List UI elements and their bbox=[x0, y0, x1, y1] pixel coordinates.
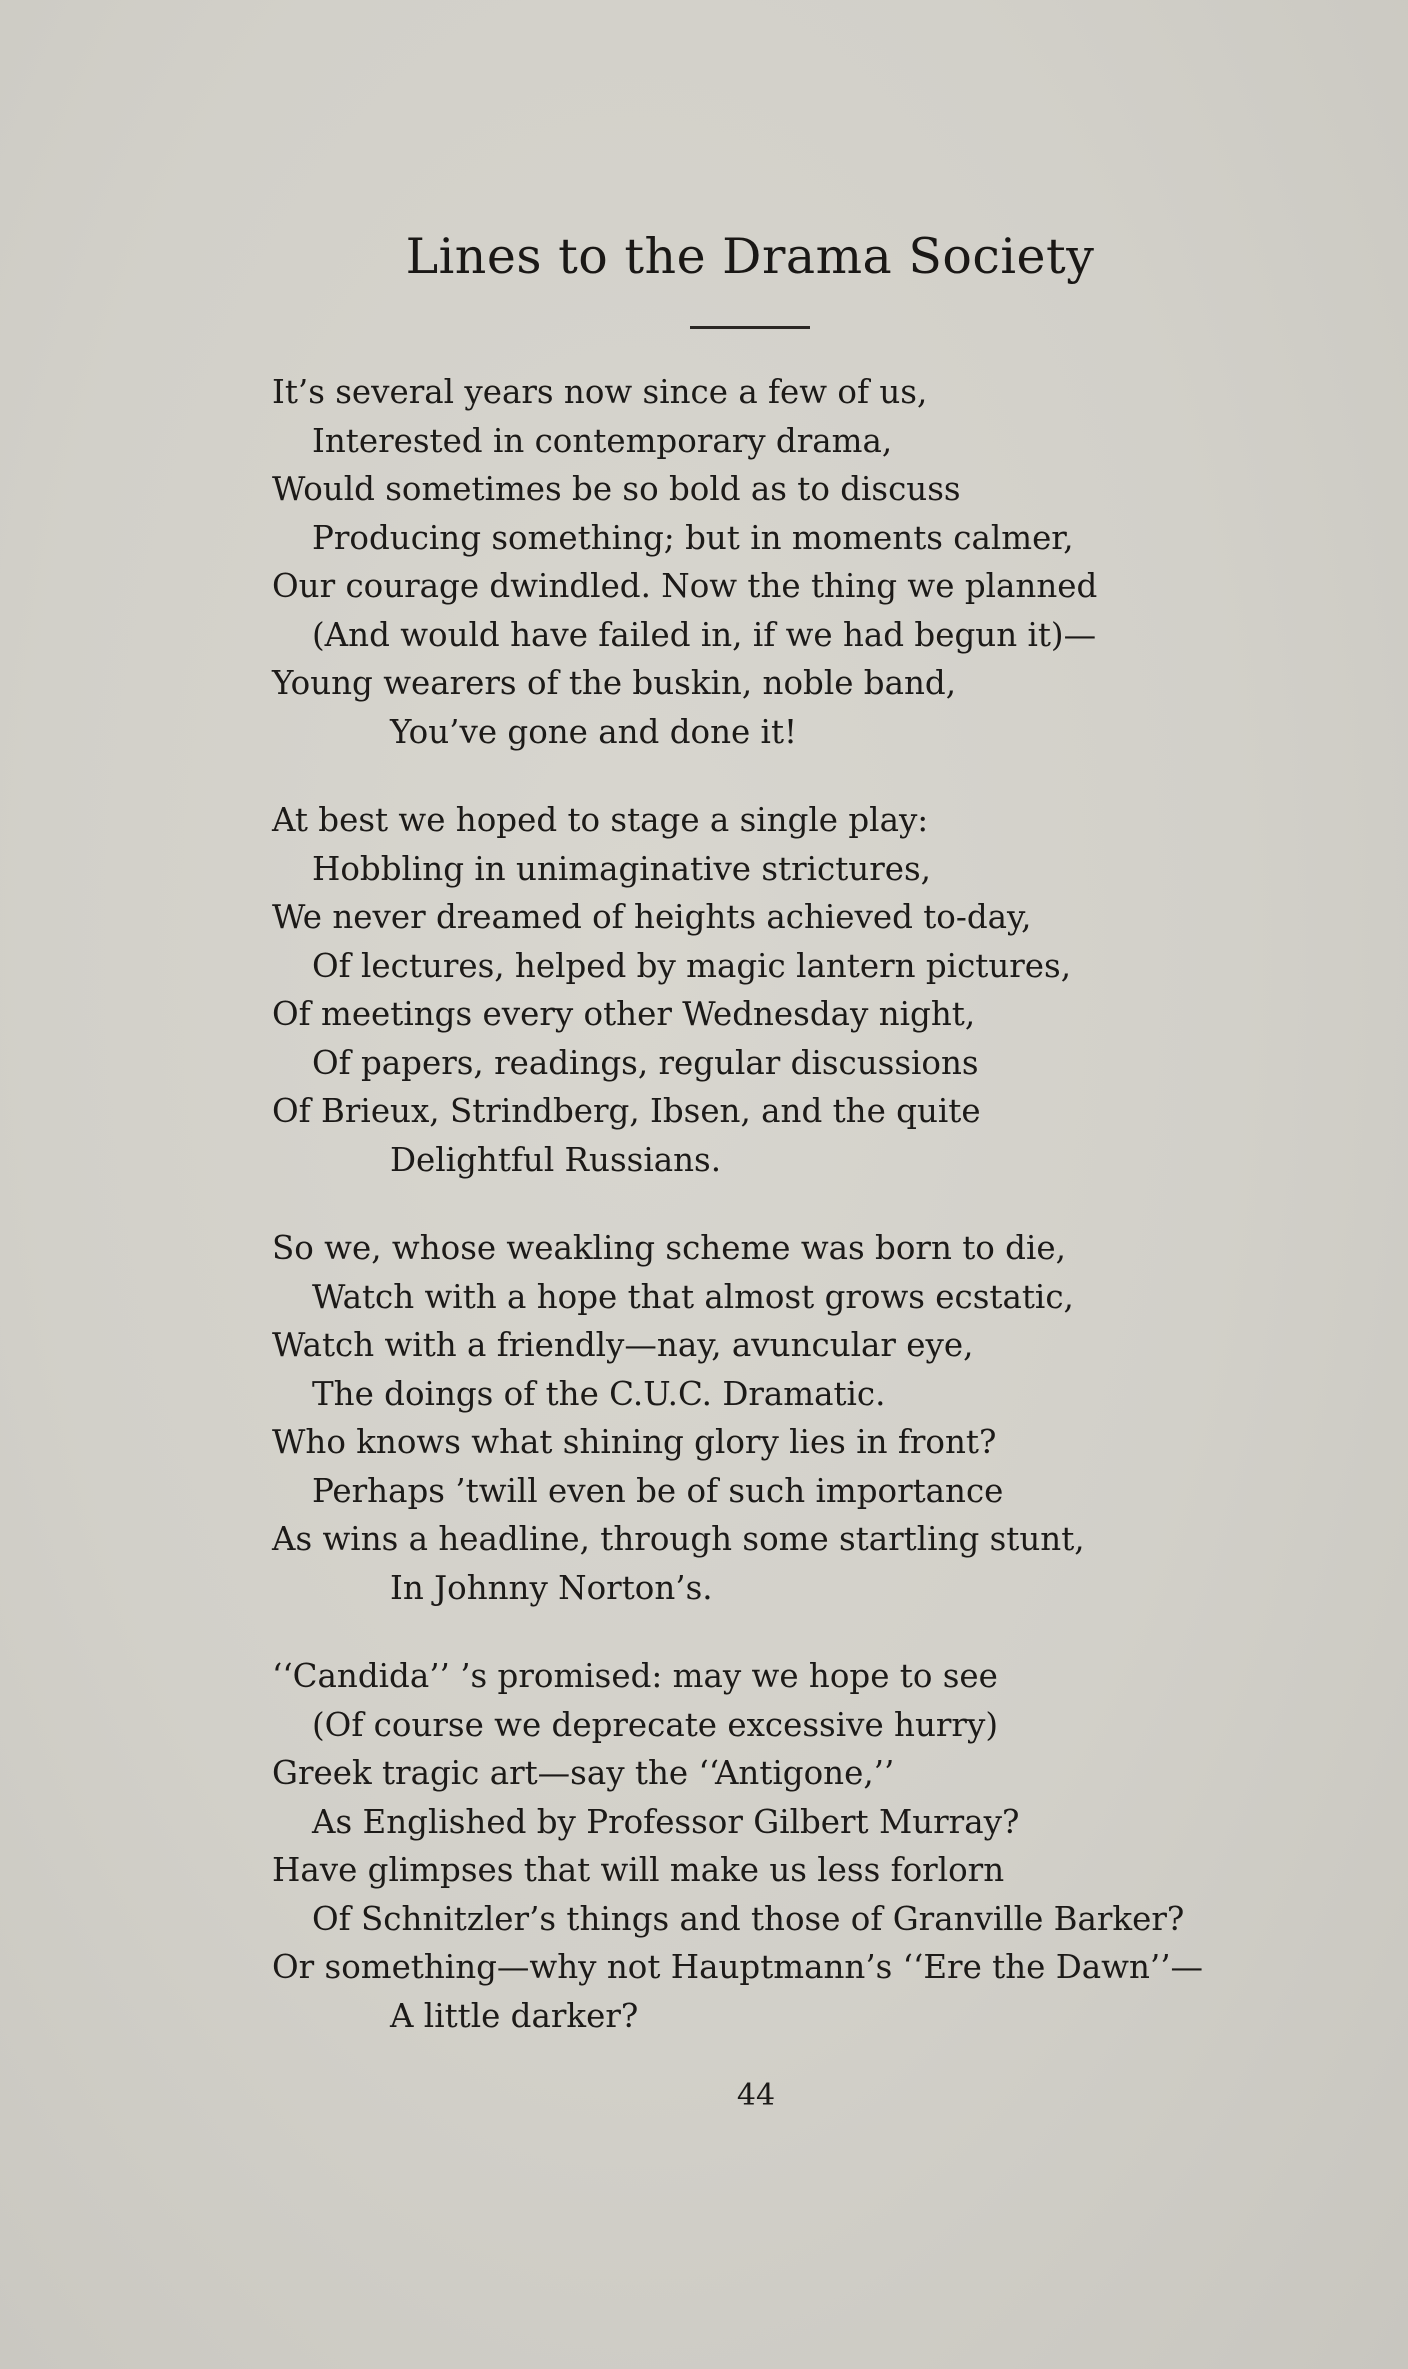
poem-line: Interested in contemporary drama, bbox=[312, 421, 893, 460]
stanza-3 bbox=[272, 1224, 1322, 1612]
poem-line: Watch with a friendly—nay, avuncular eye, bbox=[272, 1326, 974, 1364]
poem-line: (And would have failed in, if we had begun it)— bbox=[312, 615, 1097, 654]
poem-line: Have glimpses that will make us less forlorn bbox=[272, 1851, 1005, 1889]
poem-line: Producing something; but in moments calmer, bbox=[312, 518, 1074, 557]
poem-line: Would sometimes be so bold as to discuss bbox=[272, 470, 961, 508]
title-divider bbox=[690, 326, 810, 329]
poem-line: It’s several years now since a few of us, bbox=[272, 373, 928, 411]
poem-line: In Johnny Norton’s. bbox=[390, 1568, 713, 1607]
poem-line: At best we hoped to stage a single play: bbox=[272, 801, 929, 839]
poem-line: Delightful Russians. bbox=[390, 1140, 722, 1179]
poem-line: Hobbling in unimaginative strictures, bbox=[312, 849, 932, 888]
poem-line: Of Schnitzler’s things and those of Granville Barker? bbox=[312, 1899, 1185, 1938]
poem-line: Perhaps ’twill even be of such importance bbox=[312, 1471, 1004, 1510]
poem-line: Of Brieux, Strindberg, Ibsen, and the quite bbox=[272, 1092, 981, 1130]
poem-line: Of papers, readings, regular discussions bbox=[312, 1043, 979, 1082]
poem-line: Greek tragic art—say the ‘‘Antigone,’’ bbox=[272, 1754, 895, 1792]
poem-line: Or something—why not Hauptmann’s ‘‘Ere the Dawn’’— bbox=[272, 1948, 1204, 1986]
poem-line: As Englished by Professor Gilbert Murray? bbox=[312, 1802, 1020, 1841]
poem-line: (Of course we deprecate excessive hurry) bbox=[312, 1705, 999, 1744]
page-number: 44 bbox=[736, 2078, 776, 2113]
poem-line: ‘‘Candida’’ ’s promised: may we hope to see bbox=[272, 1657, 998, 1695]
stanza-1 bbox=[272, 368, 1322, 756]
poem-title: Lines to the Drama Society bbox=[405, 228, 1095, 285]
poem-line: Of lectures, helped by magic lantern pictures, bbox=[312, 946, 1072, 985]
poem-line: You’ve gone and done it! bbox=[390, 712, 798, 751]
poem-line: Watch with a hope that almost grows ecstatic, bbox=[312, 1277, 1074, 1316]
poem-line: A little darker? bbox=[390, 1996, 639, 2035]
poem-line: Young wearers of the buskin, noble band, bbox=[272, 664, 957, 702]
poem-body bbox=[272, 368, 1322, 2080]
poem-line: As wins a headline, through some startling stunt, bbox=[272, 1520, 1085, 1558]
poem-line: We never dreamed of heights achieved to-day, bbox=[272, 898, 1032, 936]
poem-line: The doings of the C.U.C. Dramatic. bbox=[312, 1374, 886, 1413]
poem-line: Who knows what shining glory lies in front? bbox=[272, 1423, 997, 1461]
poem-line: Our courage dwindled. Now the thing we planned bbox=[272, 567, 1098, 605]
stanza-2 bbox=[272, 796, 1322, 1184]
poem-line: So we, whose weakling scheme was born to die, bbox=[272, 1229, 1066, 1267]
stanza-4 bbox=[272, 1652, 1322, 2040]
poem-line: Of meetings every other Wednesday night, bbox=[272, 995, 976, 1033]
